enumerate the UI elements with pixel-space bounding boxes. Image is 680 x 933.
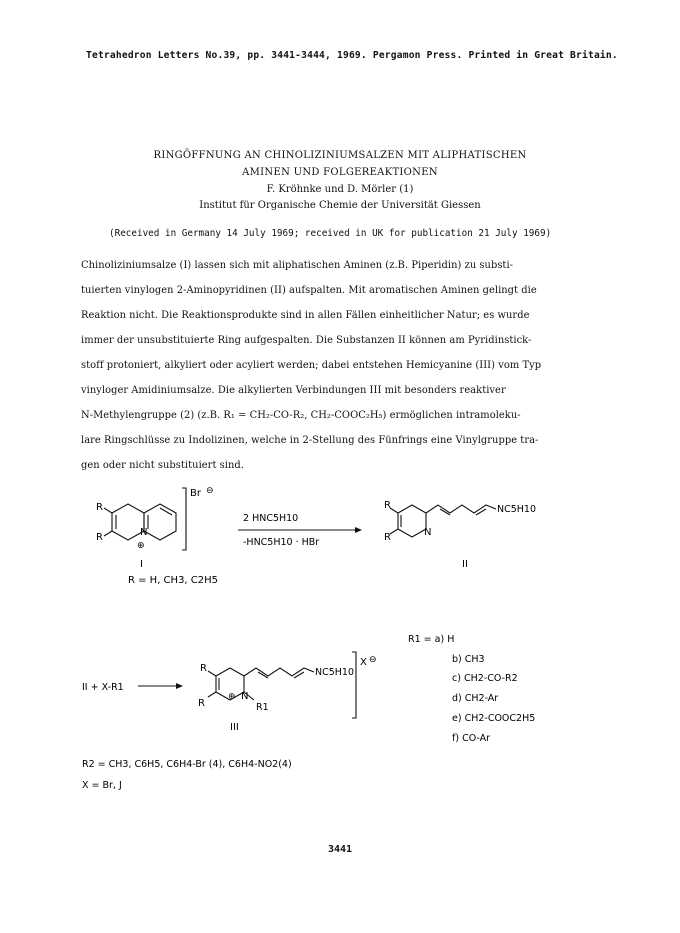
label-I: I: [140, 559, 143, 570]
body-line: Reaktion nicht. Die Reaktionsprodukte sind in allen Fällen einheitlicher Natur; es wurde: [81, 310, 530, 321]
compound-II-R2: R: [384, 532, 391, 543]
body-line: gen oder nicht substituiert sind.: [81, 460, 244, 471]
x-definition: X = Br, J: [82, 780, 122, 791]
compound-III-R1: R: [200, 663, 207, 674]
compound-I-counterion: Br: [190, 488, 201, 499]
compound-II-N: N: [424, 527, 432, 538]
reaction-arrowhead-1: [355, 527, 362, 533]
body-line: N-Methylengruppe (2) (z.B. R₁ = CH₂-CO-R₂, CH₂-COOC₂H₅) ermöglichen intramoleku-: [81, 410, 521, 421]
body-line: immer der unsubstituierte Ring aufgespalten. Die Substanzen II können am Pyridinstick-: [81, 335, 532, 346]
compound-III-counterion-charge: ⊖: [369, 655, 377, 665]
r-definition: R = H, CH3, C2H5: [128, 575, 219, 586]
compound-I-counterion-charge: ⊖: [206, 486, 214, 496]
r1-option-c: c) CH2-CO-R2: [452, 673, 518, 684]
label-III: III: [230, 722, 239, 733]
compound-III-N: N: [241, 691, 249, 702]
compound-III-charge: ⊕: [228, 692, 236, 702]
r1-option-a: R1 = a) H: [408, 634, 455, 645]
compound-III-counterion: X: [360, 657, 367, 668]
compound-I-charge: ⊕: [137, 541, 145, 551]
label-II: II: [462, 559, 468, 570]
body-line: Chinoliziniumsalze (I) lassen sich mit aliphatischen Aminen (z.B. Piperidin) zu substi-: [81, 260, 514, 271]
reagent-below-arrow: -HNC5H10 · HBr: [243, 537, 320, 548]
compound-III-amine: NC5H10: [315, 667, 355, 678]
compound-III-R1-sub: R1: [256, 702, 269, 713]
compound-I-R1: R: [96, 502, 103, 513]
compound-I-N: N: [140, 527, 148, 538]
page-number: 3441: [327, 844, 353, 855]
body-line: stoff protoniert, alkyliert oder acyliert werden; dabei entstehen Hemicyanine (III) vom Typ: [81, 360, 542, 371]
reagent-above-arrow: 2 HNC5H10: [243, 513, 299, 524]
body-line: tuierten vinylogen 2-Aminopyridinen (II) aufspalten. Mit aromatischen Aminen gelingt die: [81, 285, 537, 296]
reaction-arrowhead-2: [176, 683, 183, 689]
compound-II-amine: NC5H10: [497, 504, 537, 515]
compound-II-R1: R: [384, 500, 391, 511]
compound-I-structure: [104, 488, 186, 550]
compound-I-R2: R: [96, 532, 103, 543]
compound-III-structure: [208, 652, 356, 718]
r1-option-f: f) CO-Ar: [452, 733, 491, 744]
r1-option-e: e) CH2-COOC2H5: [452, 713, 536, 724]
journal-header: Tetrahedron Letters No.39, pp. 3441-3444, 1969. Pergamon Press. Printed in Great Britain.: [86, 50, 618, 61]
body-line: vinyloger Amidiniumsalze. Die alkylierten Verbindungen III mit besonders reaktiver: [81, 385, 506, 396]
r2-definition: R2 = CH3, C6H5, C6H4-Br (4), C6H4-NO2(4): [82, 759, 292, 770]
compound-III-R2: R: [198, 698, 205, 709]
article-title-line2: AMINEN UND FOLGEREAKTIONEN: [242, 167, 438, 178]
article-title-line1: RINGÖFFNUNG AN CHINOLIZINIUMSALZEN MIT ALIPHATISCHEN: [153, 150, 527, 161]
received-dates: (Received in Germany 14 July 1969; received in UK for publication 21 July 1969): [109, 228, 552, 239]
article-institution: Institut für Organische Chemie der Universität Giessen: [199, 200, 481, 211]
body-line: lare Ringschlüsse zu Indolizinen, welche in 2-Stellung des Fünfrings eine Vinylgruppe tra-: [81, 435, 539, 446]
compound-II-structure: [390, 505, 496, 537]
reaction-2-start: II + X-R1: [82, 682, 124, 693]
r1-option-b: b) CH3: [452, 654, 485, 665]
r1-option-d: d) CH2-Ar: [452, 693, 499, 704]
article-authors: F. Kröhnke und D. Mörler (1): [266, 184, 414, 195]
